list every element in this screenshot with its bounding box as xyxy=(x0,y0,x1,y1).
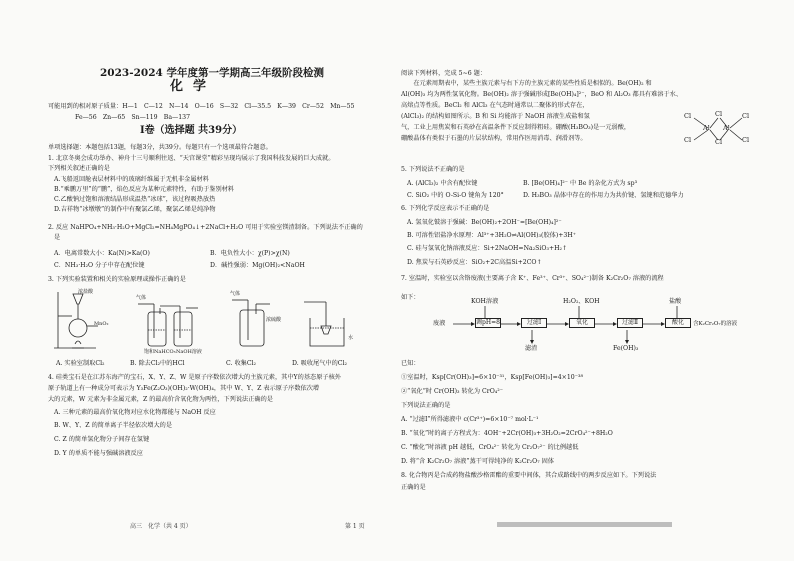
q3-label-mno2: MnO₂ xyxy=(94,321,109,327)
q7-known-1: ①室温时，Ksp[Cr(OH)₃]=6×10⁻³¹，Ksp[Fe(OH)₃]=4×10⁻³⁸ xyxy=(401,374,583,381)
apparatus-d xyxy=(304,302,344,346)
q2-stem-cont: 是 xyxy=(54,234,61,241)
apparatus-a xyxy=(54,292,98,348)
q4-option-b: B. W、Y、Z 的简单离子半径依次增大的是 xyxy=(54,422,173,429)
atom-cl-3: Cl xyxy=(742,112,750,120)
q7-option-c: C. “酸化”时溶液 pH 越低，CrO₄²⁻ 转化为 Cr₂O₇²⁻ 的比例越低 xyxy=(401,444,579,451)
q3-label-gas-b: 气体 xyxy=(136,295,147,301)
q7-sub-stem: 下列说法正确的是 xyxy=(401,402,451,409)
q1-stem-cont: 下列相关叙述正确的是 xyxy=(48,165,110,172)
q5-option-b: B. [Be(OH)₄]²⁻ 中 Be 的杂化方式为 sp³ xyxy=(523,180,638,187)
q3-apparatus-figure xyxy=(48,286,378,354)
q6-option-d: D. 焦炭与石英砂反应：SiO₂+2C高温Si+2CO↑ xyxy=(407,259,542,266)
q4-option-d: D. Y 的单质不能与强碱溶液反应 xyxy=(54,450,143,457)
atomic-masses-line-2: Fe—56 Zn—65 Sn—119 Ba—137 xyxy=(75,114,191,121)
flow-waste-liquid: 废液 xyxy=(433,320,446,327)
q3-label-conc-hcl: 浓盐酸 xyxy=(78,289,94,295)
reading-para-1: 在元素周期表中，某些主族元素与右下方的主族元素的某些性质是相似的。Be(OH)₂ 和 xyxy=(401,80,652,87)
q5-option-a: A. (AlCl₃)₂ 中含有配位键 xyxy=(407,180,478,187)
q2-stem: 2. 反应 NaHPO₄+NH₃·H₂O+MgCl₂=NH₄MgPO₄↓+2NaCl+H₂O 可用于实验室镁渣制备。下列说法不正确的 xyxy=(48,224,363,231)
q2-option-d: D．碱性强弱：Mg(OH)₂<NaOH xyxy=(210,262,305,269)
reading-para-4: (AlCl₃)₂ 的结构如图所示。B 和 Si 均能溶于 NaOH 溶液生成盐和氢 xyxy=(401,113,590,120)
atom-al-2: Al xyxy=(723,124,730,132)
q1-option-a: A.飞船返回舱表层材料中的玻璃纤维属于无机非金属材料 xyxy=(54,176,209,183)
q8-stem: 8. 化合物丙是合成药物盐酸沙格雷酯的重要中间体，其合成路线中的两步反应如下。下列说法 xyxy=(401,472,657,479)
q3-label-conc-h2so4: 浓硫酸 xyxy=(266,317,282,323)
reading-para-3: 高熔点等性质。BeCl₂ 和 AlCl₃ 在气态时通常以二聚体的形式存在， xyxy=(401,102,589,109)
flow-step-acidify: 酸化 xyxy=(665,318,691,328)
reading-para-5: 气，工业上用焦炭和石英砂在高温条件下反应制得粗硅。硼酸(H₃BO₃)是一元弱酸， xyxy=(401,124,631,131)
q5-option-c: C. SiO₂ 中的 O-Si-O 键角为 120° xyxy=(407,192,504,199)
reading-intro: 阅读下列材料，完成 5~6 题： xyxy=(401,70,487,77)
atomic-masses-line-1: 可能用到的相对原子质量：H—1 C—12 N—14 O—16 S—32 Cl—35.5 K—39 Cr—52 Mn—55 xyxy=(48,103,355,110)
reading-para-6: 硼酸晶体有类似于石墨的片层状结构，常用作医用消毒、润滑剂等。 xyxy=(401,135,587,142)
flow-reagent-hcl: 盐酸 xyxy=(669,298,682,305)
q4-option-a: A. 三种元素的最高价氧化物对应水化物都能与 NaOH 反应 xyxy=(54,409,216,416)
q3-label-naoh: NaOH溶液 xyxy=(176,349,202,355)
atom-cl-bridge-top: Cl xyxy=(715,110,723,118)
q1-option-d: D.吉祥物“冰墩墩”的制作中有聚氯乙烯，聚氯乙烯是纯净物 xyxy=(54,206,216,213)
q7-stem-cont: 如下： xyxy=(401,294,420,301)
q7-option-d: D. 将“含 K₂Cr₂O₇ 溶液”蒸干可得纯净的 K₂Cr₂O₇ 固体 xyxy=(401,458,554,465)
q1-option-c: C.乙酸钠过饱和溶液结晶形成温热“冰球”，该过程吸热放热 xyxy=(54,196,216,203)
footer-page-number: 第 1 页 xyxy=(345,523,365,530)
flow-fe-oh3: Fe(OH)₃ xyxy=(613,345,639,352)
atom-al-1: Al xyxy=(703,124,710,132)
q3-label-gas-c: 气体 xyxy=(230,291,241,297)
q7-process-flow xyxy=(433,298,738,356)
exam-subject: 化学 xyxy=(170,79,217,94)
q7-option-a: A. “过滤Ⅰ”所得滤液中 c(Cr³⁺)=6×10⁻⁷ mol·L⁻¹ xyxy=(401,416,539,423)
q2-option-b: B．电负性大小：χ(P)>χ(N) xyxy=(210,250,290,257)
q7-stem: 7. 室温时，实验室以含铬废液(主要离子含 K⁺、Fe³⁺、Cr³⁺、SO₄²⁻)制备 K₂Cr₂O₇ 溶液的流程 xyxy=(401,275,664,282)
q3-label-nahco3: 饱和NaHCO₃ xyxy=(144,349,176,355)
q5-option-d: D. H₃BO₃ 晶体中存在的作用力为共价键、氢键和范德华力 xyxy=(523,192,684,199)
flow-step-filter-1: 过滤Ⅰ xyxy=(521,318,547,328)
exam-title: 2023-2024 学年度第一学期高三年级阶段检测 xyxy=(100,67,324,79)
q3-label-water: 水 xyxy=(348,335,354,341)
atom-cl-4: Cl xyxy=(742,136,750,144)
q6-option-b: B. 可溶性铝盐净水原理：Al³⁺+3H₂O⇌Al(OH)₃(胶体)+3H⁺ xyxy=(407,232,577,239)
q1-option-b: B.“乘鹏万里”的“鹏”，焰色反应为某种元素特性，有助于鉴别材料 xyxy=(54,186,235,193)
q5-stem: 5. 下列说法不正确的是 xyxy=(401,166,465,173)
flow-step-oxidize: 氧化 xyxy=(569,318,595,328)
flow-reagent-koh: KOH溶液 xyxy=(471,298,499,305)
q4-stem-line-1: 4. 硅类宝石是在江苏东海产的宝石，X、Y、Z、W 是原子序数依次增大的主族元素，其中Y的基态原子核外 xyxy=(48,374,341,381)
flow-product: 含K₂Cr₂O₇的溶液 xyxy=(693,321,738,327)
atom-cl-bridge-bottom: Cl xyxy=(715,138,723,146)
flow-step-filter-2: 过滤Ⅱ xyxy=(617,318,643,328)
flow-residue: 滤渣 xyxy=(525,345,538,352)
q7-known-title: 已知： xyxy=(401,360,420,367)
q4-stem-line-2: 原子轨道上有一种成分可表示为 Y₃Fe(Z₂O₃)(OH)₂·W(OH)₄，其中 W、Y、Z 表示原子序数依次增 xyxy=(48,385,320,392)
q8-stem-cont: 正确的是 xyxy=(401,484,426,491)
q3-option-d: D. 吸收尾气中的Cl₂ xyxy=(292,360,347,367)
q3-option-c: C. 收集Cl₂ xyxy=(226,360,257,367)
q4-stem-line-3: 大的元素，W 元素为非金属元素，Z 的最高价含氧化物为两性，下列说法正确的是 xyxy=(48,396,273,403)
q3-option-b: B. 除去Cl₂中的HCl xyxy=(130,360,185,367)
footer-course: 高三 化学（共 4 页） xyxy=(130,523,192,530)
right-page xyxy=(397,0,794,561)
q3-option-a: A. 实验室制取Cl₂ xyxy=(56,360,105,367)
q6-stem: 6. 下列化学反应表示不正确的是 xyxy=(401,205,490,212)
q7-option-b: B. “氧化”时的离子方程式为：4OH⁻+2Cr(OH)₃+3H₂O₂=2CrO₄²⁻+8H₂O xyxy=(401,430,613,437)
q6-option-c: C. 硅与氢氧化钠溶液反应：Si+2NaOH=Na₂SiO₃+H₂↑ xyxy=(407,245,568,252)
reading-para-2: Al(OH)₃ 均为两性氢氧化物。Be(OH)₂ 溶于强碱形成[Be(OH)₄]²⁻，BeO 和 Al₂O₃ 都具有难溶于水、 xyxy=(401,91,683,98)
q2-option-a: A．电离常数大小：Ka(N)>Ka(O) xyxy=(54,250,150,257)
atom-cl-2: Cl xyxy=(684,136,692,144)
q1-stem: 1. 北京冬奥会成功举办、神舟十三号顺利往返、“天宫课堂”精彩呈现均展示了我国科技发展的巨大成就。 xyxy=(48,155,335,162)
q4-option-c: C. Z 的简单氢化物分子间存在氢键 xyxy=(54,436,150,443)
apparatus-c xyxy=(232,300,270,346)
section-title: Ⅰ卷（选择题 共39分） xyxy=(140,125,243,136)
instructions: 单项选择题：本题包括13题，每题3分，共39分。每题只有一个选项最符合题意。 xyxy=(48,144,272,151)
flow-step-adjust-ph: 调pH=8 xyxy=(476,319,500,326)
q2-option-c: C．NH₃·H₂O 分子中存在配位键 xyxy=(54,262,145,269)
flow-reagent-h2o2: H₂O₂、KOH xyxy=(563,298,600,305)
apparatus-b xyxy=(138,304,198,346)
q7-known-2: ②“氧化”时 Cr(OH)₃ 转化为 CrO₄²⁻ xyxy=(401,388,503,395)
scan-gray-bar xyxy=(497,522,672,527)
q6-option-a: A. 氢氧化铍溶于强碱：Be(OH)₂+2OH⁻=[Be(OH)₄]²⁻ xyxy=(407,219,562,226)
atom-cl-1: Cl xyxy=(684,112,692,120)
q3-stem: 3. 下列实验装置和相关的实验原理或操作正确的是 xyxy=(48,276,186,283)
al2cl6-structure xyxy=(682,108,754,150)
